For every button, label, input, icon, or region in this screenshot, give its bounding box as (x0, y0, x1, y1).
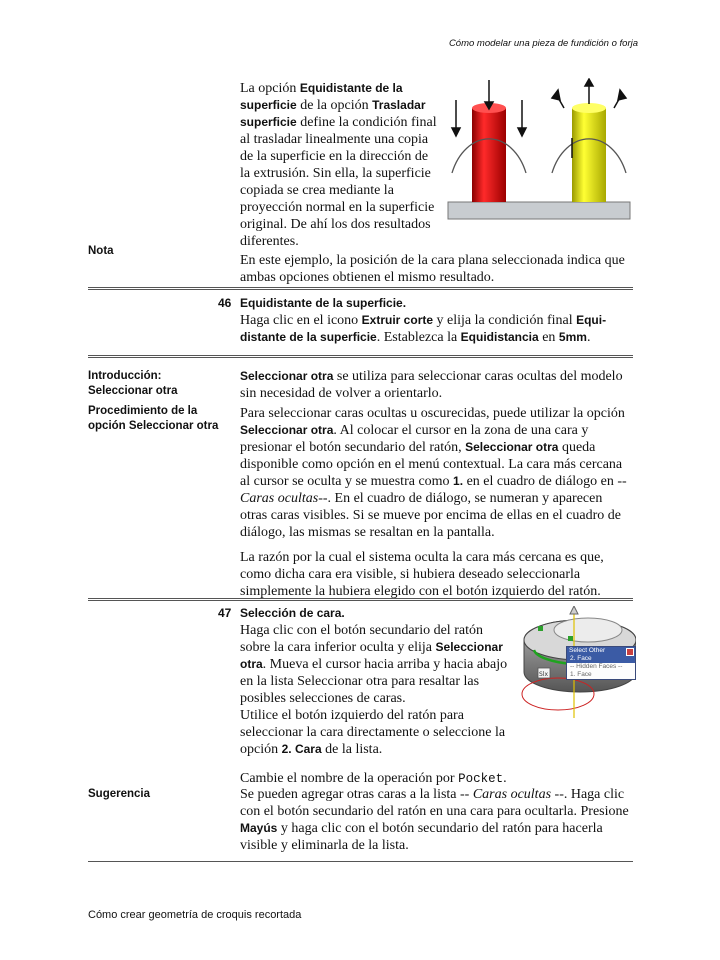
section-divider (88, 287, 633, 290)
step-46-number: 46 (218, 296, 232, 310)
base-plate (448, 202, 630, 219)
step-46-title: Equidistante de la superficie. (240, 296, 407, 310)
nota-label: Nota (88, 245, 114, 257)
section-divider (88, 598, 633, 601)
select-other-item[interactable]: 2. Face (567, 655, 635, 663)
intro-paragraph: Seleccionar otra se utiliza para seleccionar caras ocultas del modelo sin necesidad de volver a orientarlo. (240, 369, 623, 401)
intro-label: Introducción: Seleccionar otra (88, 370, 178, 397)
step-46-content: Equidistante de la superficie. Haga clic en el icono Extruir corte y elija la condición final Equi-distante de la superficie. Establezca la Equidistancia en 5mm. (240, 295, 632, 346)
nota-paragraph-2: En este ejemplo, la posición de la cara plana seleccionada indica que ambas opciones obtienen el mismo resultado. (240, 253, 625, 285)
page-footer: Cómo crear geometría de croquis recortada (88, 909, 302, 921)
svg-text:Slx: Slx (539, 671, 549, 678)
section-divider (88, 861, 633, 862)
step-47-number: 47 (218, 606, 232, 620)
select-other-dialog-title: Select Other (567, 647, 635, 655)
select-other-item[interactable]: 1. Face (570, 671, 592, 678)
select-other-item: -- Hidden Faces -- (570, 663, 623, 670)
rename-instruction: Cambie el nombre de la operación por Pocket. (240, 771, 507, 786)
procedure-paragraph-1: Para seleccionar caras ocultas u oscurecidas, puede utilizar la opción Seleccionar otra. Al colocar el cursor en la zona de una cara y presionar el botón secundario del ratón, Seleccionar otra queda disponible como opción en el menú contextual. La cara más cercana al cursor se oculta y se muestra como 1. en el cuadro de diálogo en --Caras ocultas--. En el cuadro de diálogo, se numeran y aparecen otras caras visibles. Si se mueve por encima de ellas en el cuadro de diálogo, las mismas se resaltan en la pantalla. (240, 406, 627, 540)
yellow-cylinder (572, 108, 606, 202)
sugerencia-label: Sugerencia (88, 788, 150, 800)
model-select-other-illustration (510, 606, 636, 720)
procedure-paragraph-2: La razón por la cual el sistema oculta la cara más cercana es que, como dicha cara era visible, si hubiera deseado seleccionarla simplemente la hubiera elegido con el botón izquierdo del ratón. (240, 550, 604, 599)
extrusion-comparison-illustration (444, 78, 634, 223)
nota-paragraph-1: La opción Equidistante de la superficie de la opción Trasladar superficie define la condición final al trasladar linealmente una copia de la superficie en la dirección de la extrusión. Sin ella, la superficie copiada se crea mediante la proyección normal en la superficie original. De ahí los dos resultados diferentes. (240, 81, 437, 249)
procedure-content (240, 405, 632, 608)
select-other-dialog (566, 646, 636, 680)
step-47-content: Selección de cara. Haga clic con el botón secundario del ratón sobre la cara inferior oculta y elija Seleccionar otra. Mueva el cursor hacia arriba y hacia abajo en la lista Seleccionar otra para resaltar las posibles selecciones de caras. Utilice el botón izquierdo del ratón para seleccionar la cara directamente o seleccione la opción 2. Cara de la lista. (240, 605, 510, 758)
close-icon[interactable] (626, 648, 634, 656)
red-cylinder (472, 108, 506, 202)
page-header: Cómo modelar una pieza de fundición o forja (448, 38, 638, 49)
procedure-label: Procedimiento de la opción Seleccionar otra (88, 405, 219, 432)
sugerencia-paragraph: Se pueden agregar otras caras a la lista -- Caras ocultas --. Haga clic con el botón secundario del ratón en una cara para ocultarla. Presione Mayús y haga clic con el botón secundario del ratón para hacerla visible y eliminarla de la lista. (240, 787, 629, 853)
yellow-cylinder-top (572, 103, 606, 113)
section-divider (88, 355, 633, 358)
step-47-title: Selección de cara. (240, 606, 345, 620)
